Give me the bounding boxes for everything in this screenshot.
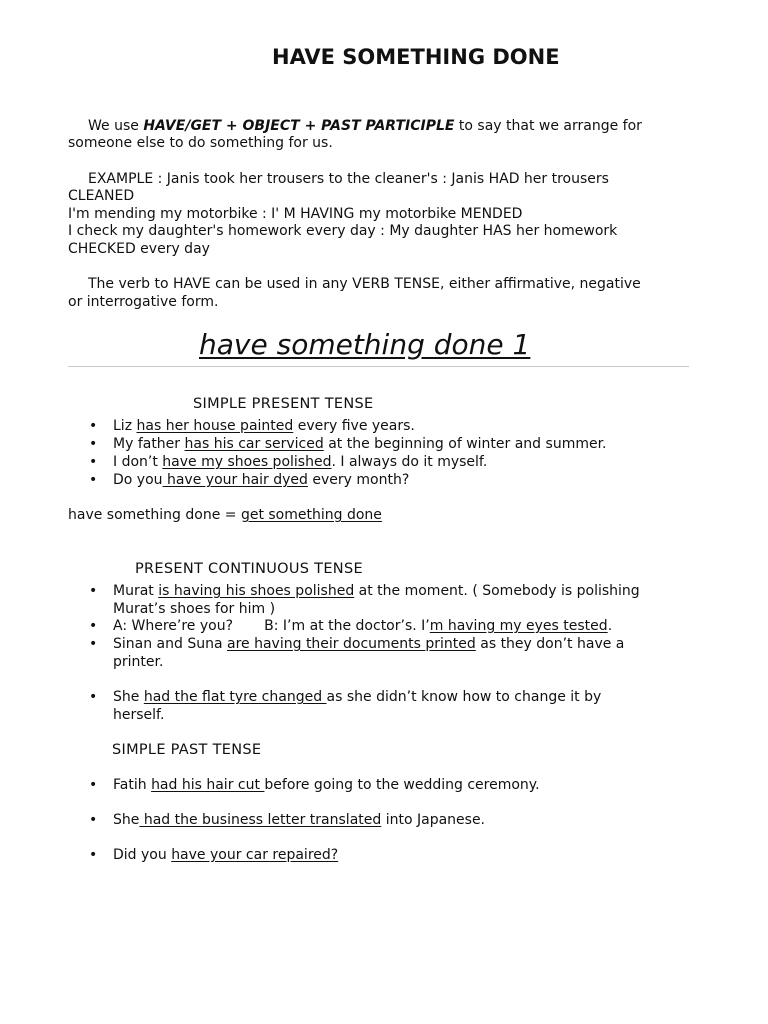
section-heading: have something done 1: [199, 328, 531, 361]
intro-text: to say that we arrange for: [454, 118, 642, 134]
example-line-2: CLEANED: [68, 188, 135, 204]
equivalence-line: have something done = get something done: [68, 507, 382, 523]
page-title: HAVE SOMETHING DONE: [272, 45, 560, 69]
list-item: • A: Where’re you? B: I’m at the doctor’s. I’m having my eyes tested.: [113, 618, 612, 636]
list-item: • She had the flat tyre changed as she didn’t know how to change it by herself.: [113, 689, 601, 724]
list-item: • Murat is having his shoes polished at the moment. ( Somebody is polishing Murat’s shoes for him ): [113, 583, 640, 618]
example-line-5: CHECKED every day: [68, 241, 210, 257]
example-line-1: EXAMPLE : Janis took her trousers to the cleaner's : Janis HAD her trousers: [88, 171, 609, 187]
list-item: • Did you have your car repaired?: [113, 847, 338, 865]
intro-line-2: someone else to do something for us.: [68, 135, 333, 151]
example-line-4: I check my daughter's homework every day : My daughter HAS her homework: [68, 223, 618, 239]
verb-note-line-1: The verb to HAVE can be used in any VERB TENSE, either affirmative, negative: [88, 276, 641, 292]
simple-past-title: SIMPLE PAST TENSE: [112, 742, 262, 758]
list-item: • Do you have your hair dyed every month?: [113, 472, 409, 490]
list-item: • Sinan and Suna are having their documents printed as they don’t have a printer.: [113, 636, 624, 671]
list-item: • I don’t have my shoes polished. I always do it myself.: [113, 454, 487, 472]
example-line-3: I'm mending my motorbike : I' M HAVING my motorbike MENDED: [68, 206, 523, 222]
list-item: • Fatih had his hair cut before going to the wedding ceremony.: [113, 777, 540, 795]
intro-text: We use: [88, 118, 144, 134]
list-item: • Liz has her house painted every five years.: [113, 418, 415, 436]
divider: [68, 366, 689, 367]
intro-line-1: [88, 118, 642, 136]
list-item: • She had the business letter translated into Japanese.: [113, 812, 485, 830]
present-continuous-title: PRESENT CONTINUOUS TENSE: [135, 561, 363, 577]
verb-note-line-2: or interrogative form.: [68, 294, 219, 310]
simple-present-title: SIMPLE PRESENT TENSE: [193, 396, 374, 412]
formula: HAVE/GET + OBJECT + PAST PARTICIPLE: [143, 118, 455, 134]
list-item: • My father has his car serviced at the beginning of winter and summer.: [113, 436, 607, 454]
